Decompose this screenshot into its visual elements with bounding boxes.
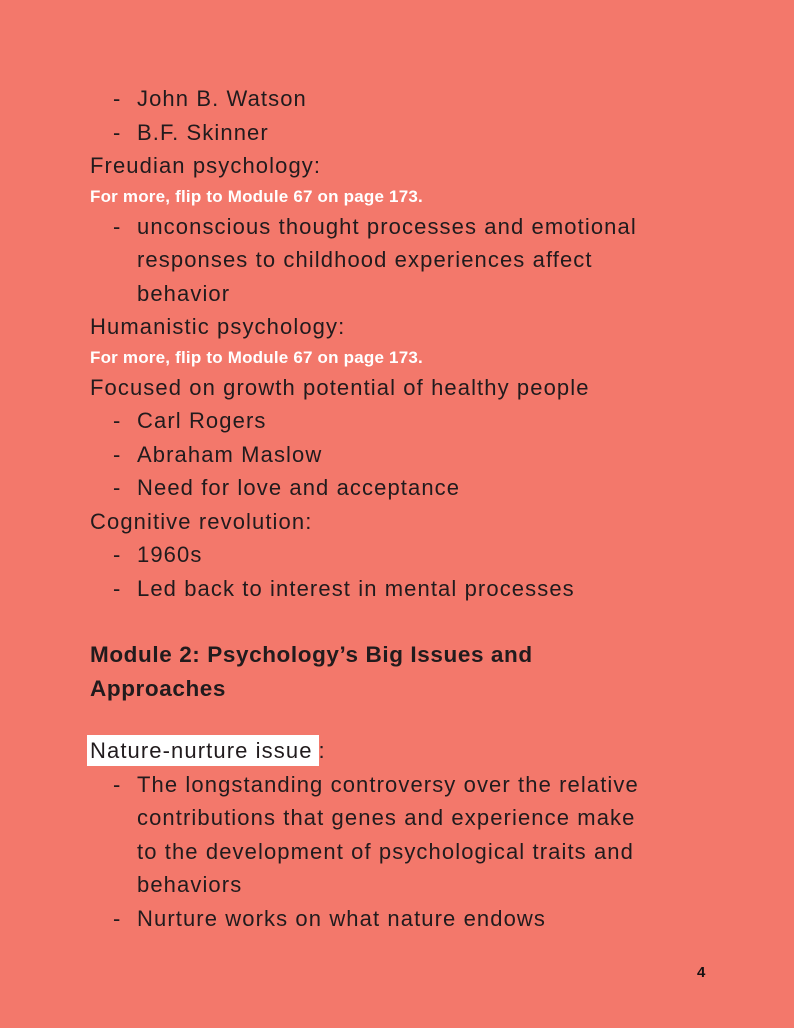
list-item: [90, 210, 722, 311]
section-text: Focused on growth potential of healthy people: [90, 374, 590, 400]
bullet-dash: -: [113, 542, 122, 567]
section-label: Humanistic psychology:: [90, 314, 346, 339]
cross-reference-note: For more, flip to Module 67 on page 173.: [90, 186, 423, 206]
list-item: [90, 572, 722, 606]
list-item-text: Led back to interest in mental processes: [137, 575, 575, 601]
bullet-dash: -: [113, 575, 122, 601]
list-item-text: unconscious thought processes and emotional responses to childhood experiences affect behavior: [137, 213, 637, 306]
page-number: 4: [697, 964, 706, 981]
list-item-text: B.F. Skinner: [137, 119, 269, 145]
list-item: [90, 538, 722, 572]
list-item-text: Carl Rogers: [137, 408, 267, 433]
highlighted-term-line: [90, 734, 722, 768]
bullet-dash: -: [113, 771, 122, 797]
list-item-text: Nurture works on what nature endows: [137, 905, 547, 931]
list-item: [90, 82, 722, 116]
list-item: [90, 768, 722, 902]
bullet-dash: -: [113, 475, 122, 500]
bullet-dash: -: [113, 213, 122, 239]
section-label: Cognitive revolution:: [90, 508, 313, 534]
bullet-dash: -: [113, 119, 122, 145]
highlighted-term-suffix: :: [318, 738, 326, 763]
bullet-dash: -: [113, 905, 122, 931]
bullet-dash: -: [113, 86, 122, 111]
list-item: [90, 116, 722, 150]
list-item: [90, 902, 722, 936]
list-item-text: Abraham Maslow: [137, 441, 323, 467]
list-item-text: 1960s: [137, 542, 203, 567]
section-label: Freudian psychology:: [90, 153, 322, 178]
cross-reference-note: For more, flip to Module 67 on page 173.: [90, 347, 423, 367]
list-item: [90, 438, 722, 472]
list-item: [90, 471, 722, 505]
notes-content: [90, 82, 722, 935]
list-item-text: Need for love and acceptance: [137, 475, 461, 500]
bullet-dash: -: [113, 441, 122, 467]
highlighted-term: Nature-nurture issue: [87, 735, 319, 766]
list-item-text: John B. Watson: [137, 86, 307, 111]
bullet-dash: -: [113, 408, 122, 433]
list-item: [90, 404, 722, 438]
module-heading: Module 2: Psychology’s Big Issues and Approaches: [90, 642, 533, 701]
list-item-text: The longstanding controversy over the relative contributions that genes and experience make to the development of psychological traits and behaviors: [137, 771, 639, 897]
